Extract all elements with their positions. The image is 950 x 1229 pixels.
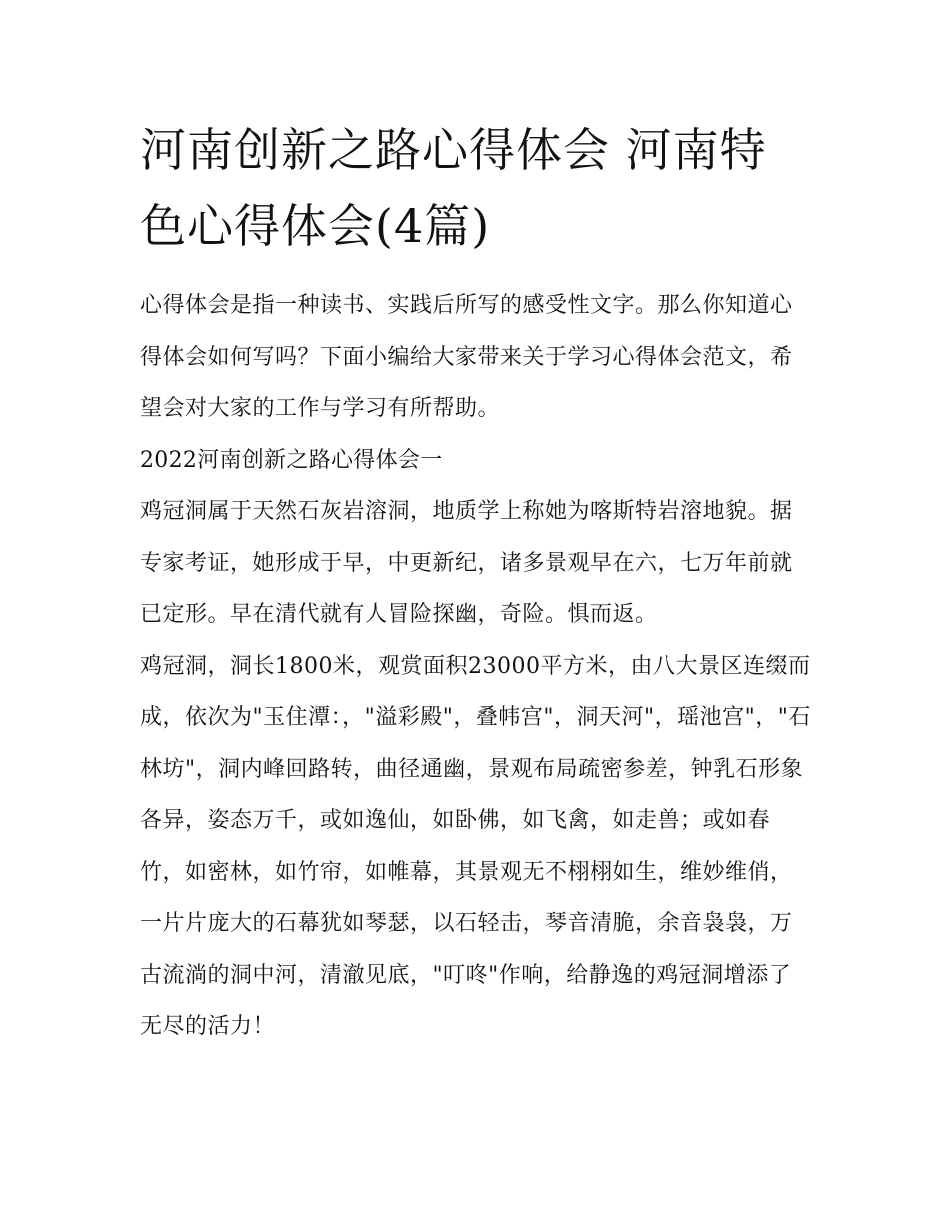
- intro-paragraph: 心得体会是指一种读书、实践后所写的感受性文字。那么你知道心得体会如何写吗？下面小编给大家带来关于学习心得体会范文，希望会对大家的工作与学习有所帮助。: [140, 293, 793, 421]
- section-heading: 2022河南创新之路心得体会一: [140, 447, 443, 473]
- document-title: 河南创新之路心得体会 河南特色心得体会(4篇): [140, 123, 767, 253]
- body-paragraph-1: 鸡冠洞属于天然石灰岩溶洞，地质学上称她为喀斯特岩溶地貌。据专家考证，她形成于早，中更新纪，诸多景观早在六，七万年前就已定形。早在清代就有人冒险探幽，奇险。惧而返。: [140, 499, 793, 627]
- document-body: [140, 112, 812, 1053]
- body-paragraph-2: 鸡冠洞，洞长1800米，观赏面积23000平方米，由八大景区连缀而成，依次为"玉住潭：，"溢彩殿"，叠帏宫"，洞天河"，瑶池宫"，"石林坊"，洞内峰回路转，曲径通幽，景观布局疏密参差，钟乳石形象各异，姿态万千，或如逸仙，如卧佛，如飞禽，如走兽；或如春竹，如密林，如竹帘，如帷幕，其景观无不栩栩如生，维妙维俏，一片片庞大的石幕犹如琴瑟，以石轻击，琴音清脆，余音袅袅，万古流淌的洞中河，清澈见底，"叮咚"作响，给静逸的鸡冠洞增添了无尽的活力！: [140, 653, 811, 1039]
